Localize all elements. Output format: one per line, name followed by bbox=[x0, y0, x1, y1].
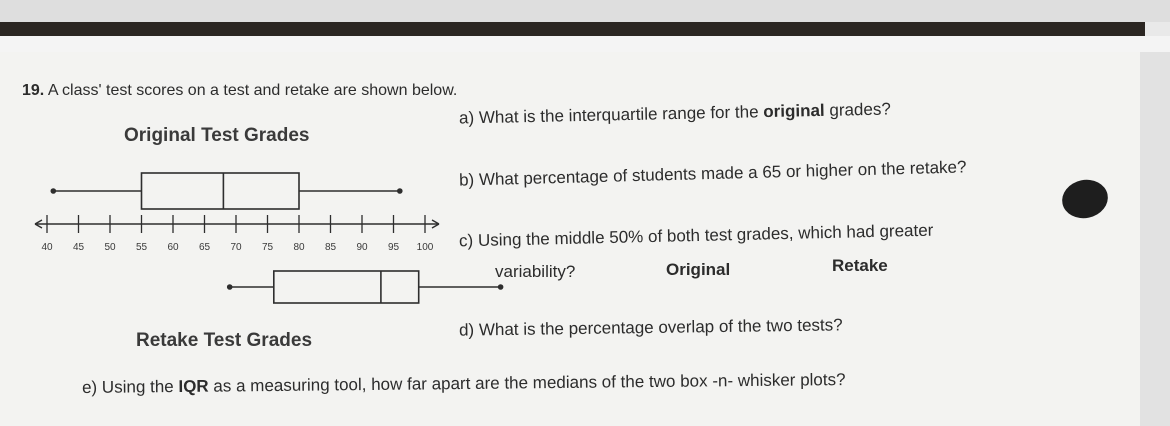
max-point bbox=[498, 284, 504, 290]
axis-tick-label: 70 bbox=[230, 242, 242, 253]
question-b-label: b) bbox=[458, 170, 475, 190]
axis-tick-label: 45 bbox=[72, 242, 85, 253]
axis-tick-label: 40 bbox=[41, 242, 53, 253]
min-point bbox=[227, 284, 233, 290]
number-line bbox=[35, 215, 439, 253]
axis-tick-label: 100 bbox=[416, 242, 434, 253]
max-point bbox=[397, 188, 403, 194]
axis-tick-label: 95 bbox=[387, 242, 400, 253]
question-e-bold: IQR bbox=[178, 376, 209, 396]
question-b-text: What percentage of students made a 65 or higher on the retake? bbox=[478, 157, 967, 190]
option-original: Original bbox=[666, 260, 731, 279]
problem-intro: A class' test scores on a test and retake are shown below. bbox=[47, 82, 458, 99]
option-retake: Retake bbox=[832, 256, 888, 275]
question-d-label: d) bbox=[458, 320, 475, 340]
retake-boxplot bbox=[227, 271, 504, 303]
axis-tick-label: 80 bbox=[293, 242, 305, 253]
axis-tick-label: 75 bbox=[261, 242, 274, 253]
question-a-text-pre: What is the interquartile range for the bbox=[478, 102, 764, 128]
retake-plot-title: Retake Test Grades bbox=[136, 330, 313, 351]
original-plot-title: Original Test Grades bbox=[124, 125, 310, 146]
question-e-label: e) bbox=[81, 377, 98, 397]
question-c-line2: variability? bbox=[495, 262, 576, 281]
question-a-bold: original bbox=[763, 100, 825, 122]
question-e-text-post: as a measuring tool, how far apart are the medians of the two box -n- whisker plots? bbox=[208, 370, 846, 396]
axis-tick-label: 50 bbox=[104, 242, 116, 253]
question-a-text-post: grades? bbox=[824, 99, 892, 120]
iqr-box bbox=[274, 271, 419, 303]
question-a-label: a) bbox=[458, 108, 475, 128]
axis-tick-label: 90 bbox=[356, 242, 368, 253]
problem-number: 19. bbox=[22, 82, 45, 99]
iqr-box bbox=[142, 173, 300, 209]
axis-tick-label: 55 bbox=[135, 242, 148, 253]
original-boxplot bbox=[51, 173, 403, 209]
question-c-label: c) bbox=[458, 231, 474, 251]
axis-tick-label: 65 bbox=[198, 242, 211, 253]
question-e-text-pre: Using the bbox=[101, 376, 179, 397]
question-d-text: What is the percentage overlap of the two tests? bbox=[478, 315, 843, 340]
question-c-line1: Using the middle 50% of both test grades, which had greater bbox=[477, 220, 934, 250]
min-point bbox=[51, 188, 57, 194]
axis-tick-label: 60 bbox=[167, 242, 179, 253]
axis-tick-label: 85 bbox=[324, 242, 337, 253]
